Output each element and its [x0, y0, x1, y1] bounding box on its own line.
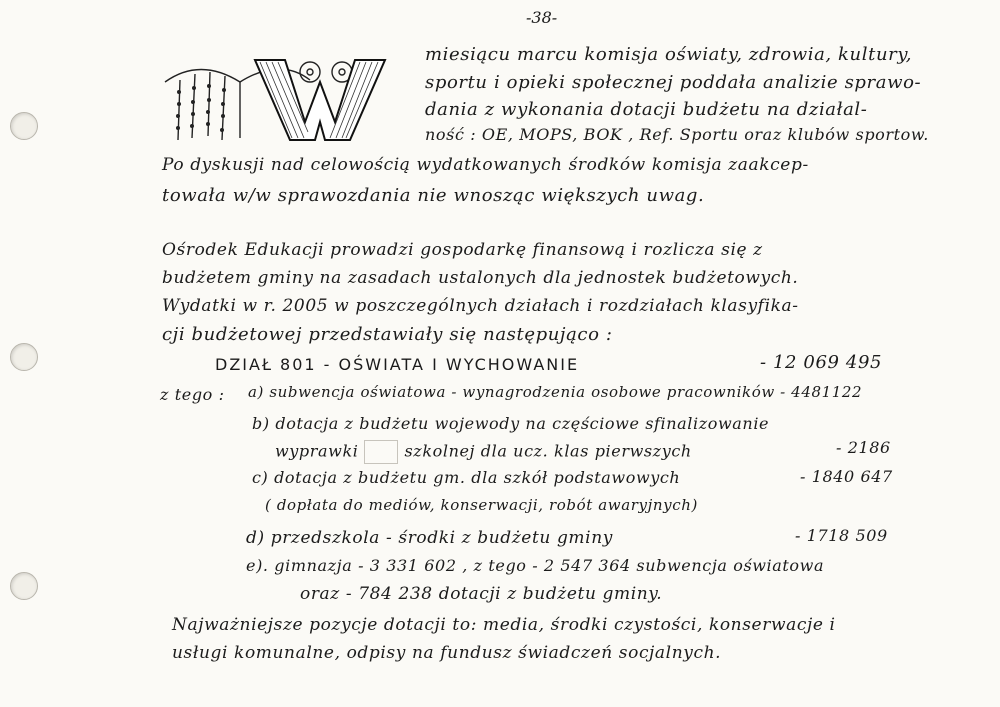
- text-line: towała w/w sprawozdania nie wnosząc większych uwag.: [162, 185, 705, 206]
- item-b-line1: b) dotacja z budżetu wojewody na częściowe sfinalizowanie: [252, 414, 770, 433]
- page-number: -38-: [526, 8, 558, 27]
- item-b-line2: [275, 440, 692, 464]
- blank-box: [364, 440, 398, 464]
- text-line: budżetem gminy na zasadach ustalonych dla jednostek budżetowych.: [162, 268, 799, 288]
- item-b-amount: - 2186: [836, 438, 891, 457]
- text-line: usługi komunalne, odpisy na fundusz świadczeń socjalnych.: [172, 643, 722, 663]
- item-b-text-right: szkolnej dla ucz. klas pierwszych: [404, 441, 692, 461]
- text-line: Najważniejsze pozycje dotacji to: media, środki czystości, konserwacje i: [172, 615, 836, 635]
- item-e-line2: oraz - 784 238 dotacji z budżetu gminy.: [300, 584, 663, 604]
- text-line: Po dyskusji nad celowością wydatkowanych środków komisja zaakcep-: [162, 155, 809, 175]
- item-c-amount: - 1840 647: [800, 467, 893, 486]
- punch-hole: [10, 343, 38, 371]
- items-prefix: z tego :: [160, 385, 225, 404]
- item-c-line1: c) dotacja z budżetu gm. dla szkół podstawowych: [252, 468, 681, 487]
- decorative-initial-ornament: [160, 52, 410, 142]
- text-line: dania z wykonania dotacji budżetu na działal-: [425, 99, 868, 120]
- text-line: Ośrodek Edukacji prowadzi gospodarkę finansową i rozlicza się z: [162, 240, 763, 260]
- text-line: miesiącu marcu komisja oświaty, zdrowia, kultury,: [425, 44, 913, 65]
- section-total: - 12 069 495: [760, 352, 883, 373]
- item-e-line1: e). gimnazja - 3 331 602 , z tego - 2 547 364 subwencja oświatowa: [246, 556, 825, 575]
- item-d: d) przedszkola - środki z budżetu gminy: [246, 528, 613, 548]
- text-line: Wydatki w r. 2005 w poszczególnych działach i rozdziałach klasyfika-: [162, 296, 799, 316]
- item-b-text-left: wyprawki: [275, 441, 359, 461]
- item-a: a) subwencja oświatowa - wynagrodzenia osobowe pracowników - 4481122: [248, 383, 863, 401]
- punch-hole: [10, 572, 38, 600]
- text-line: cji budżetowej przedstawiały się następująco :: [162, 324, 613, 345]
- section-title: DZIAŁ 801 - OŚWIATA I WYCHOWANIE: [215, 355, 580, 374]
- item-d-amount: - 1718 509: [795, 526, 888, 545]
- punch-hole: [10, 112, 38, 140]
- text-line: sportu i opieki społecznej poddała analizie sprawo-: [425, 72, 922, 93]
- text-line: ność : OE, MOPS, BOK , Ref. Sportu oraz klubów sportow.: [425, 125, 929, 144]
- item-c-line2: ( dopłata do mediów, konserwacji, robót awaryjnych): [265, 496, 698, 514]
